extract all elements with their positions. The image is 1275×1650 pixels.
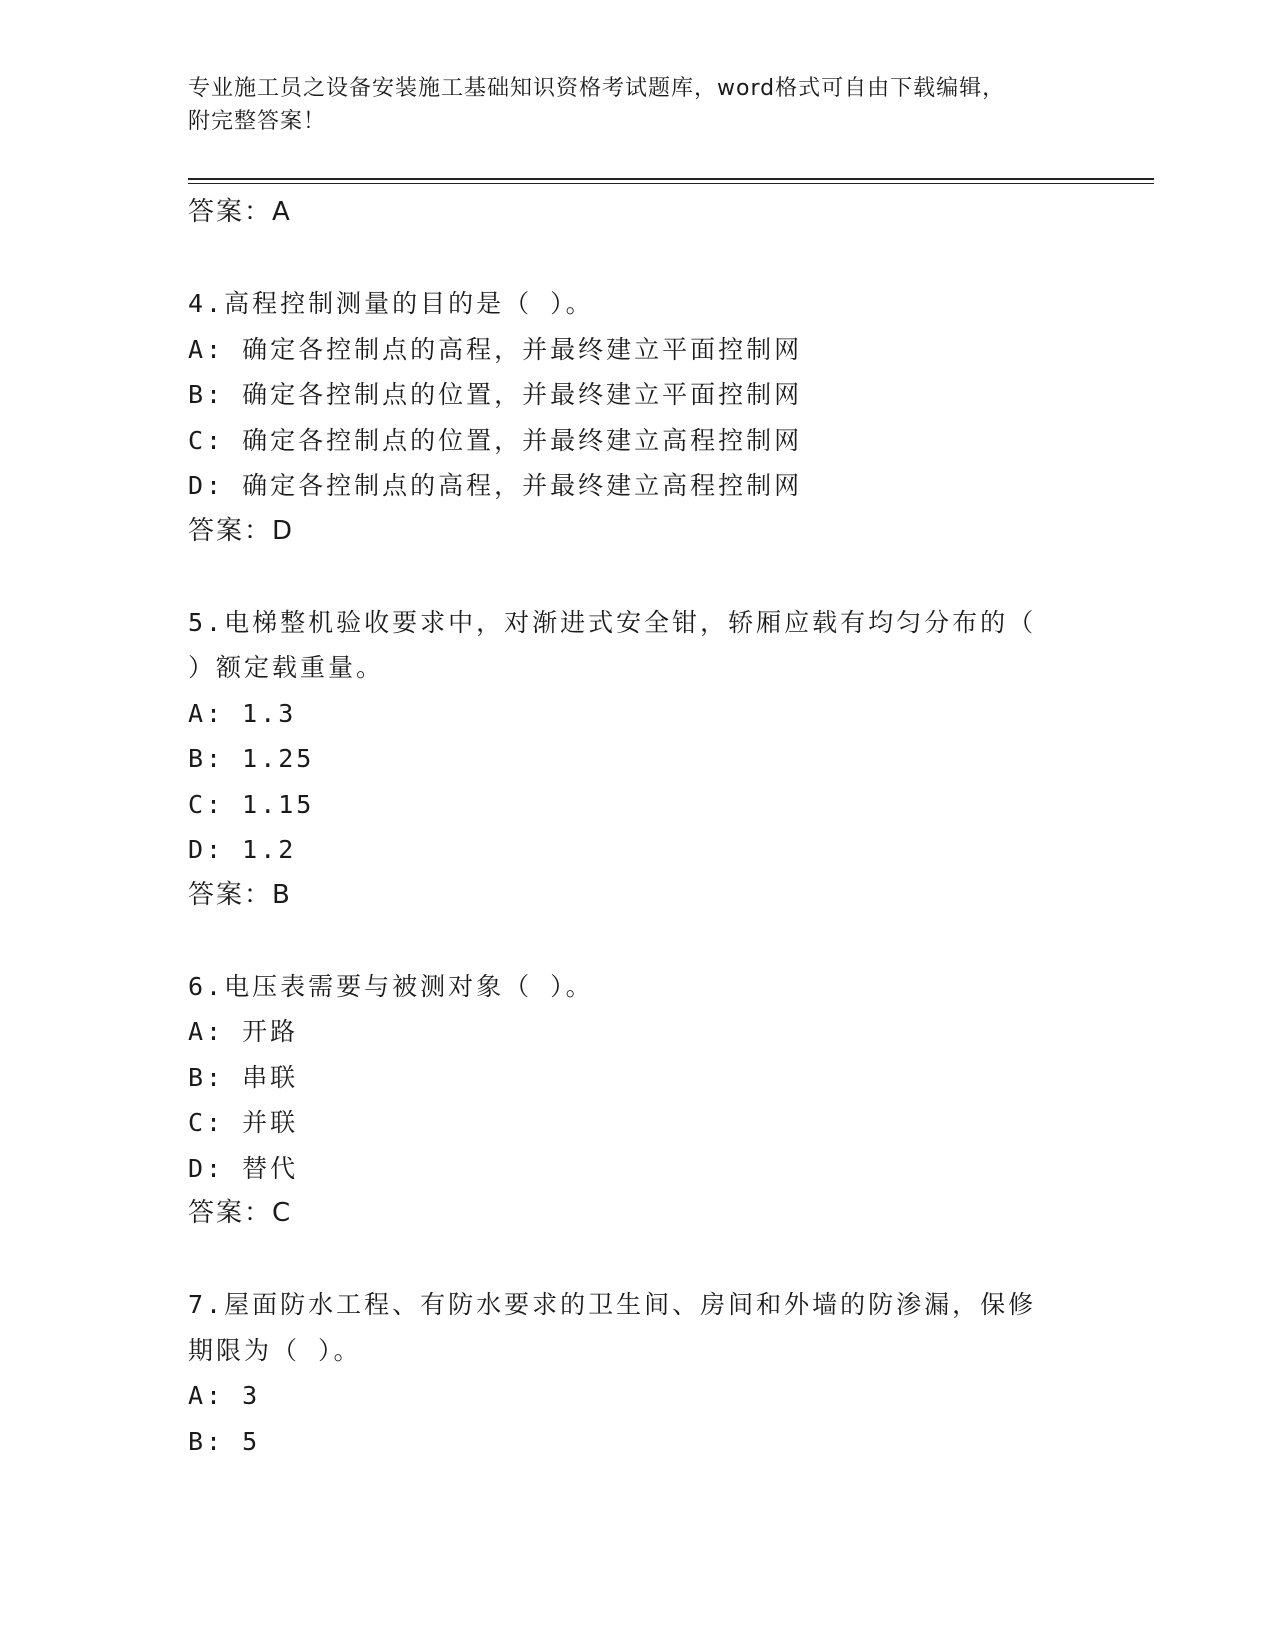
option-b: B: 1.25 [188, 744, 315, 773]
question-stem-continued: ）额定载重量。 [188, 653, 385, 682]
option-c: C: 1.15 [188, 789, 315, 819]
option-a: A: 3 [188, 1381, 261, 1410]
option-b: B: 确定各控制点的位置，并最终建立平面控制网 [188, 380, 803, 409]
option-c: C: 确定各控制点的位置，并最终建立高程控制网 [188, 425, 803, 455]
document-header [188, 72, 1068, 138]
answer-line: 答案：A [188, 197, 292, 227]
spacer [188, 918, 1088, 964]
answer-line: 答案：D [188, 515, 295, 546]
option-c: C: 并联 [188, 1108, 299, 1137]
question-7 [188, 1282, 1088, 1464]
option-b: B: 5 [188, 1426, 261, 1456]
question-stem: 6.电压表需要与被测对象（ ）。 [188, 971, 594, 1001]
spacer [188, 1237, 1088, 1283]
spacer [188, 554, 1088, 600]
answer-line: 答案：B [188, 879, 292, 910]
question-6 [188, 964, 1088, 1237]
question-stem: 7.屋面防水工程、有防水要求的卫生间、房间和外墙的防渗漏，保修 [188, 1290, 1037, 1319]
header-line-1: 专业施工员之设备安装施工基础知识资格考试题库，word格式可自由下载编辑， [188, 76, 1006, 101]
option-d: D: 1.2 [188, 835, 297, 864]
option-a: A: 确定各控制点的高程，并最终建立平面控制网 [188, 334, 803, 364]
option-d: D: 替代 [188, 1153, 299, 1183]
header-rule-thin [188, 183, 1154, 184]
option-a: A: 1.3 [188, 698, 297, 728]
header-line-2: 附完整答案！ [188, 109, 327, 134]
spacer [188, 236, 1088, 282]
question-stem-continued: 期限为（ ）。 [188, 1335, 362, 1365]
option-d: D: 确定各控制点的高程，并最终建立高程控制网 [188, 471, 803, 500]
header-rule-thick [188, 178, 1154, 180]
question-5 [188, 600, 1088, 919]
question-list [188, 190, 1088, 1464]
question-4 [188, 281, 1088, 554]
option-b: B: 串联 [188, 1062, 299, 1092]
option-a: A: 开路 [188, 1017, 299, 1046]
question-stem: 5.电梯整机验收要求中，对渐进式安全钳，轿厢应载有均匀分布的（ [188, 607, 1037, 637]
answer-line: 答案：C [188, 1198, 293, 1228]
question-stem: 4.高程控制测量的目的是（ ）。 [188, 289, 594, 318]
